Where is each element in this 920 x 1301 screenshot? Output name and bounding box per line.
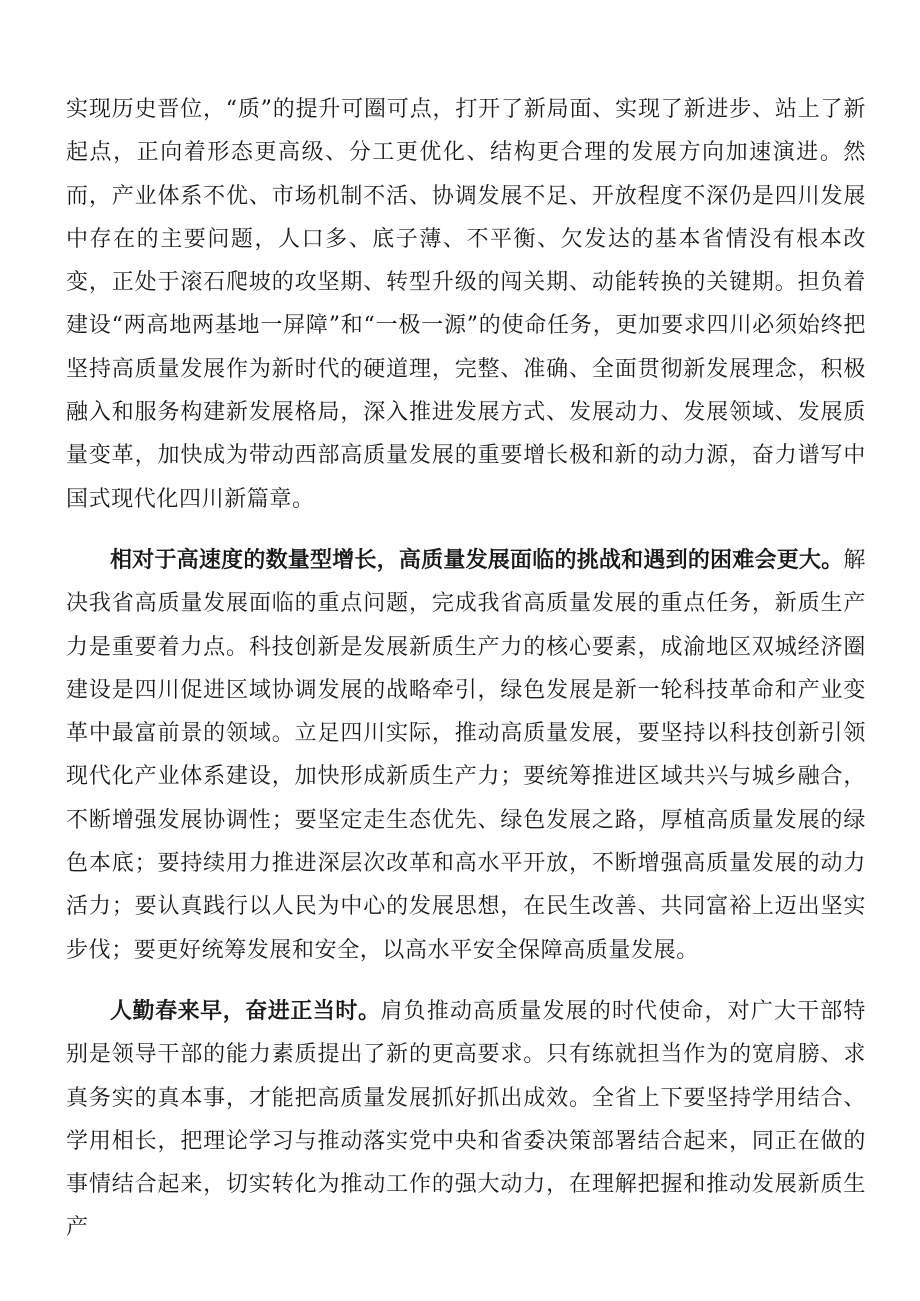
paragraph-2-text: 解决我省高质量发展面临的重点问题，完成我省高质量发展的重点任务，新质生产力是重要着力点。科技创新是发展新质生产力的核心要素，成渝地区双城经济圈建设是四川促进区域协调发展的战略牵引，绿色发展是新一轮科技革命和产业变革中最富前景的领域。立足四川实际，推动高质量发展，要坚持以科技创新引领现代化产业体系建设，加快形成新质生产力；要统筹推进区域共兴与城乡融合，不断增强发展协调性；要坚定走生态优先、绿色发展之路，厚植高质量发展的绿色本底；要持续用力推进深层次改革和高水平开放，不断增强高质量发展的动力活力；要认真践行以人民为中心的发展思想，在民生改善、共同富裕上迈出坚实步伐；要更好统筹发展和安全，以高水平安全保障高质量发展。 xyxy=(66,547,866,963)
paragraph-2-lead: 相对于高速度的数量型增长，高质量发展面临的挑战和遇到的困难会更大。 xyxy=(110,547,844,573)
document-body xyxy=(66,88,866,1268)
paragraph-1-text: 实现历史晋位，“质”的提升可圈可点，打开了新局面、实现了新进步、站上了新起点，正向着形态更高级、分工更优化、结构更合理的发展方向加速演进。然而，产业体系不优、市场机制不活、协调发展不足、开放程度不深仍是四川发展中存在的主要问题，人口多、底子薄、不平衡、欠发达的基本省情没有根本改变，正处于滚石爬坡的攻坚期、转型升级的闯关期、动能转换的关键期。担负着建设“两高地两基地一屏障”和“一极一源”的使命任务，更加要求四川必须始终把坚持高质量发展作为新时代的硬道理，完整、准确、全面贯彻新发展理念，积极融入和服务构建新发展格局，深入推进发展方式、发展动力、发展领域、发展质量变革，加快成为带动西部高质量发展的重要增长极和新的动力源，奋力谱写中国式现代化四川新篇章。 xyxy=(66,97,866,512)
paragraph-3-lead: 人勤春来早，奋进正当时。 xyxy=(110,998,381,1024)
paragraph-2 xyxy=(66,539,866,972)
paragraph-1 xyxy=(66,88,866,521)
paragraph-3-text: 肩负推动高质量发展的时代使命，对广大干部特别是领导干部的能力素质提出了新的更高要求。只有练就担当作为的宽肩膀、求真务实的真本事，才能把高质量发展抓好抓出成效。全省上下要坚持学用结合、学用相长，把理论学习与推动落实党中央和省委决策部署结合起来，同正在做的事情结合起来，切实转化为推动工作的强大动力，在理解把握和推动发展新质生产 xyxy=(66,998,866,1241)
paragraph-3 xyxy=(66,990,866,1250)
